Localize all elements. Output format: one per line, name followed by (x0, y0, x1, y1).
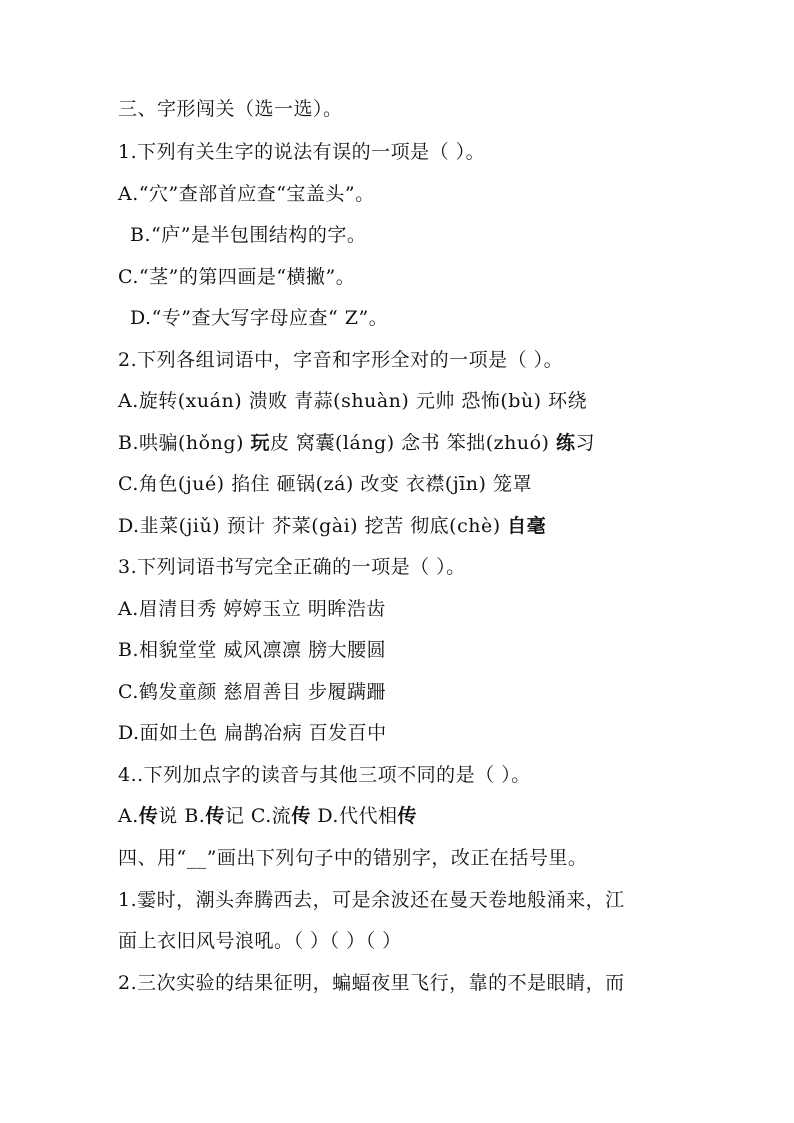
q2-option-c: C.角色(jué) 掐住 砸锅(zá) 改变 衣襟(jīn) 笼罩 (118, 473, 532, 495)
q4-option-b-label: B. (184, 805, 206, 827)
q2-option-d-dotted-chars: 自毫 (507, 515, 547, 537)
section3-heading: 三、字形闯关（选一选）。 (118, 98, 343, 120)
q4-option-b-dotted-char: 传 (205, 805, 225, 827)
q4-option-c-label: C.流 (250, 805, 292, 827)
q4-option-a-label: A. (118, 805, 139, 827)
q2-option-b-dotted-char-2: 练 (556, 432, 576, 454)
q2-option-d-pre: D.韭菜(jiǔ) 预计 芥菜(gài) 挖苦 彻底(chè) (118, 515, 508, 537)
section4-heading: 四、用“__”画出下列句子中的错别字，改正在括号里。 (118, 847, 588, 869)
q2-option-a: A.旋转(xuán) 溃败 青蒜(shuàn) 元帅 恐怖(bù) 环绕 (118, 390, 588, 412)
s1-line1: 1.霎时，潮头奔腾西去，可是余波还在曼天卷地般涌来，江 (118, 889, 625, 911)
q3-option-c: C.鹤发童颜 慈眉善目 步履蹒跚 (118, 681, 386, 703)
q3-option-d: D.面如土色 扁鹊冶病 百发百中 (118, 722, 387, 744)
q4-options (118, 804, 417, 828)
q1-option-d: D.“专”查大写字母应查“ Z”。 (130, 307, 389, 329)
q3-option-b: B.相貌堂堂 威风凛凛 膀大腰圆 (118, 639, 387, 661)
q3-stem: 3.下列词语书写完全正确的一项是（ ）。 (118, 556, 466, 578)
q2-stem: 2.下列各组词语中，字音和字形全对的一项是（ ）。 (118, 349, 564, 371)
q1-option-a: A.“穴”查部首应查“宝盖头”。 (118, 183, 375, 205)
q1-option-c: C.“茎”的第四画是“横撇”。 (118, 266, 356, 288)
q4-option-c-dotted-char: 传 (291, 805, 311, 827)
q4-option-a-dotted-char: 传 (138, 805, 159, 827)
q2-option-b-post: 习 (575, 432, 596, 454)
s2-line1: 2.三次实验的结果征明，蝙蝠夜里飞行，靠的不是眼睛，而 (118, 972, 625, 994)
q2-option-b (118, 431, 595, 455)
s1-line2: 面上衣旧风号浪吼。（ ）（ ）（ ） (118, 930, 402, 952)
q2-option-b-mid: 皮 窝囊(láng) 念书 笨拙(zhuó) (269, 432, 557, 454)
q3-option-a: A.眉清目秀 婷婷玉立 明眸浩齿 (118, 598, 386, 620)
q4-option-d-label: D.代代相 (317, 805, 398, 827)
q2-option-d (118, 514, 546, 538)
q4-stem: 4..下列加点字的读音与其他三项不同的是（ ）。 (118, 764, 531, 786)
q4-option-d-dotted-char: 传 (397, 805, 417, 827)
q4-option-a-rest: 说 (158, 805, 185, 827)
q2-option-b-dotted-char-1: 玩 (250, 432, 270, 454)
q1-stem: 1.下列有关生字的说法有误的一项是（ ）。 (118, 141, 486, 163)
q2-option-b-pre: B.哄骗(hǒng) (118, 432, 251, 454)
q4-option-b (184, 805, 251, 827)
q4-option-d (317, 805, 417, 827)
q4-option-c (251, 805, 317, 827)
q4-option-a (118, 805, 184, 827)
q1-option-b: B.“庐”是半包围结构的字。 (130, 224, 367, 246)
q4-option-b-rest: 记 (224, 805, 251, 827)
